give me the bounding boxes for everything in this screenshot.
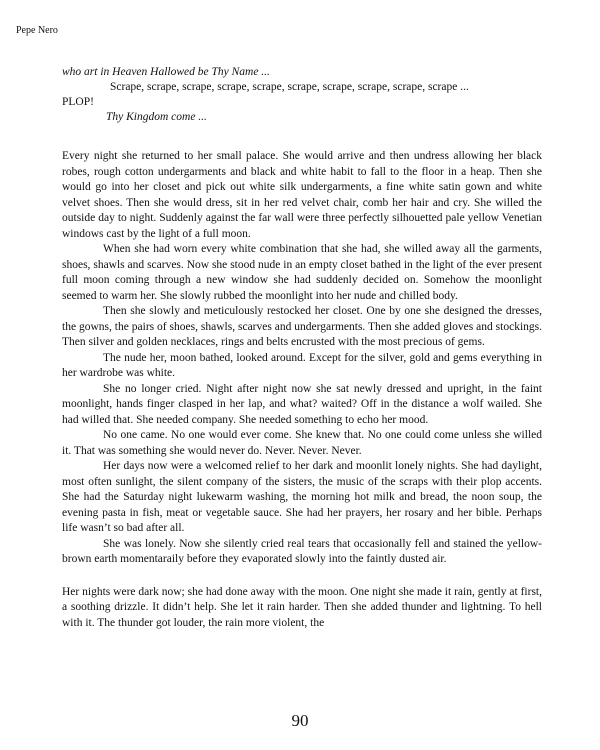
section-one (62, 149, 542, 568)
author-name: Pepe Nero (16, 25, 58, 36)
running-header (16, 25, 58, 37)
prayer-block (62, 65, 542, 125)
paragraph: When she had worn every white combination that she had, she willed away all the garments, shoes, shawls and scarves. Now she stood nude in an empty closet bathed in the light of the ever present full moon coming through a new window she had suddenly decided on. Somehow the moonlight seemed to warm her. She slowly rubbed the moonlight into her nude and chilled body. (62, 243, 542, 302)
page-body (62, 65, 542, 648)
page-number: 90 (291, 711, 309, 730)
prayer-line-kingdom: Thy Kingdom come ... (106, 111, 207, 123)
paragraph: She no longer cried. Night after night now she sat newly dressed and upright, in the faint moonlight, hands finger clasped in her lap, and what? waited? Off in the distance a wolf wailed. She had willed that. She needed company. She needed something to echo her mood. (62, 382, 542, 426)
paragraph: She was lonely. Now she silently cried real tears that occasionally fell and stained the yellow-brown earth momentaraily before they evaporated slowly into the faintly dusted air. (62, 537, 542, 565)
paragraph: Every night she returned to her small palace. She would arrive and then undress allowing her black robes, rough cotton undergarments and black and white habit to fall to the floor in a heap. Then she would go into her closet and pick out white silk undergarments, a fine white satin gown and white velvet shoes. Then she would dress, sit in her red velvet chair, comb her hair and cry. She willed the outside day to night. Suddenly against the far wall were three perfectly silhouetted pale yellow Venetian windows cast by the light of a full moon. (62, 150, 542, 240)
paragraph: Then she slowly and meticulously restocked her closet. One by one she designed the dresses, the gowns, the pairs of shoes, shawls, scarves and undergarments. Then she added gloves and stockings. Then silver and golden necklaces, rings and belts encrusted with the most precious of gems. (62, 305, 542, 348)
paragraph: No one came. No one would ever come. She knew that. No one could come unless she willed it. That was something she would never do. Never. Never. Never. (62, 429, 542, 457)
prayer-line-scrape: Scrape, scrape, scrape, scrape, scrape, scrape, scrape, scrape, scrape, scrape ... (110, 81, 469, 93)
prayer-line-plop: PLOP! (62, 96, 94, 108)
paragraph: Her nights were dark now; she had done away with the moon. One night she made it rain, gently at first, a soothing drizzle. It didn’t help. She let it rain harder. Then she added thunder and lightning. To hell with it. The thunder got louder, the rain more violent, the (62, 585, 542, 629)
section-two (62, 585, 542, 632)
paragraph: Her days now were a welcomed relief to her dark and moonlit lonely nights. She had daylight, most often sunlight, the silent company of the sisters, the music of the scraps with their plop accents. She had the Saturday night lukewarm washing, the morning hot milk and bread, the noon soup, the evening pasta in fish, meat or vegetable sauce. She had her prayers, her rosary and her bible. Perhaps life wasn’t so bad after all. (62, 460, 542, 534)
paragraph: The nude her, moon bathed, looked around. Except for the silver, gold and gems everything in her wardrobe was white. (62, 351, 542, 379)
prayer-line-1: who art in Heaven Hallowed be Thy Name ... (62, 66, 270, 78)
